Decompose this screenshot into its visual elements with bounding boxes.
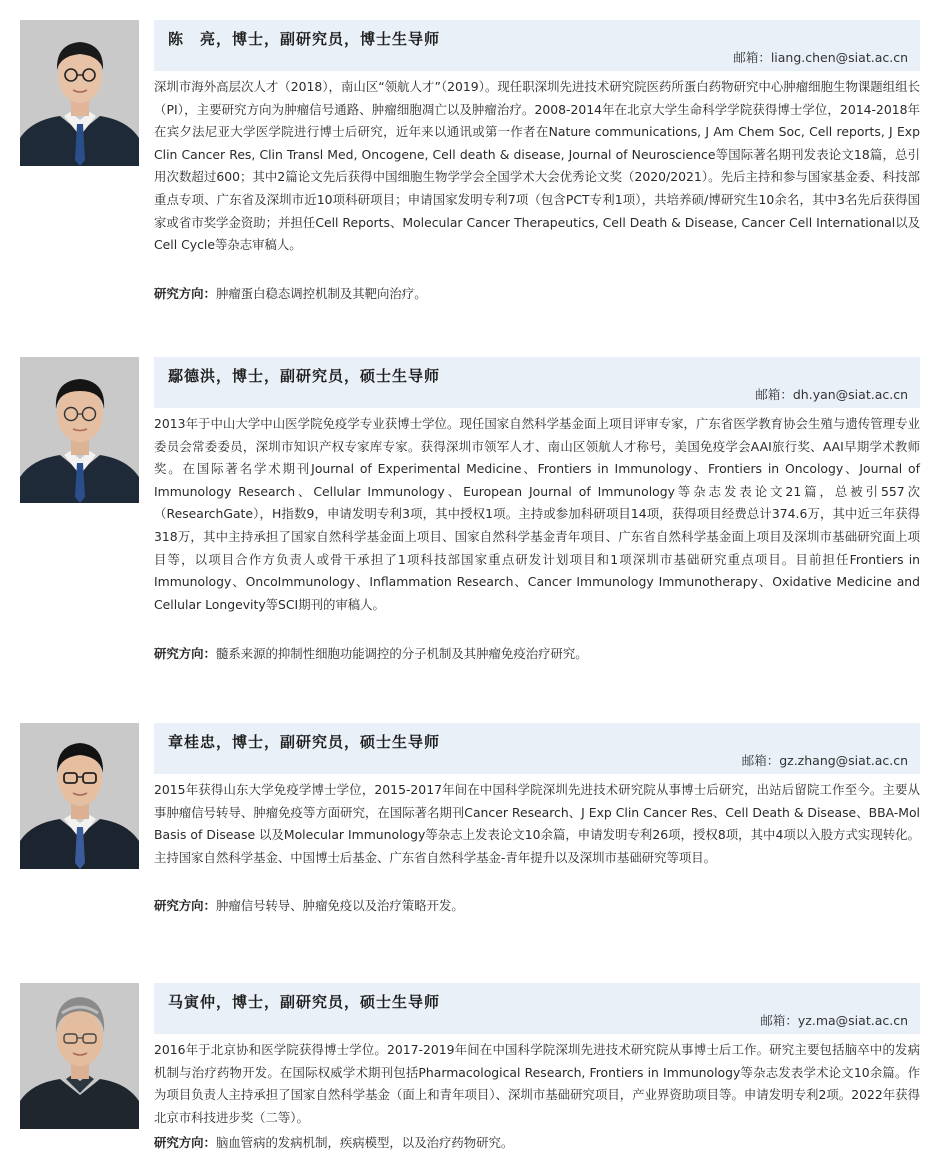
profile-card-1 (0, 20, 940, 310)
profile-card-3 (0, 723, 940, 923)
profile-header (154, 723, 920, 774)
research-direction (154, 1133, 920, 1153)
email-label: 邮箱： (741, 753, 780, 768)
research-direction-label: 研究方向： (154, 646, 216, 661)
profile-bio: 深圳市海外高层次人才（2018），南山区“领航人才”（2019）。现任职深圳先进技术研究院医药所蛋白药物研究中心肿瘤细胞生物课题组组长（PI），主要研究方向为肿瘤信号通路、肿瘤细胞凋亡以及肿瘤治疗。2008-2014年在北京大学生命科学学院获得博士学位，2014-2018年在宾夕法尼亚大学医学院进行博士后研究，近年来以通讯或第一作者在Nature communications, J Am Chem Soc, Cell reports, J Exp Clin Cancer Res, Clin Transl Med, Oncogene, Cell death & disease, Journal of Neuroscience等国际著名期刊发表论文18篇，总引用次数超过600；其中2篇论文先后获得中国细胞生物学学会全国学术大会优秀论文奖（2020/2021）。先后主持和参与国家基金委、科技部重点专项、广东省及深圳市近10项科研项目；申请国家发明专利7项（包含PCT专利1项），共培养硕/博研究生10余名，其中3名先后获得国家或省市奖学金资助；并担任Cell Reports、Molecular Cancer Therapeutics, Cell Death & Disease, Cancer Cell International以及Cell Cycle等杂志审稿人。 (154, 79, 920, 253)
research-direction-text: 脑血管病的发病机制，疾病模型，以及治疗药物研究。 (215, 1135, 514, 1150)
email-label: 邮箱： (760, 1013, 798, 1028)
profile-name: 鄢德洪，博士，副研究员，硕士生导师 (168, 367, 441, 385)
email-label: 邮箱： (733, 50, 771, 65)
research-direction-label: 研究方向： (154, 1135, 216, 1150)
profile-bio: 2013年于中山大学中山医学院免疫学专业获博士学位。现任国家自然科学基金面上项目评审专家，广东省医学教育协会生殖与遗传管理专业委员会常委委员，深圳市知识产权专家库专家。获得深圳市领军人才、南山区领航人才称号，美国免疫学会AAI旅行奖、AAI早期学术教师奖。在国际著名学术期刊Journal of Experimental Medicine、Frontiers in Immunology、Frontiers in Oncology、Journal of Immunology Research、Cellular Immunology、European Journal of Immunology等杂志发表论文21篇，总被引557次（ResearchGate），H指数9，申请发明专利3项，其中授权1项。主持或参加科研项目14项，获得项目经费总计374.6万，其中近三年获得318万，其中主持承担了国家自然科学基金面上项目、国家自然科学基金青年项目、广东省自然科学基金面上项目及深圳市基础研究面上项目等，以项目合作方负责人或骨干承担了1项科技部国家重点研发计划项目和1项深圳市基础研究重点项目。目前担任Frontiers in Immunology、OncoImmunology、Inflammation Research、Cancer Immunology Immunotherapy、Oxidative Medicine and Cellular Longevity等SCI期刊的审稿人。 (154, 416, 920, 612)
profile-name: 陈 亮，博士，副研究员，博士生导师 (168, 30, 441, 48)
profile-card-4 (0, 983, 940, 1163)
profile-bio: 2015年获得山东大学免疫学博士学位，2015-2017年间在中国科学院深圳先进技术研究院从事博士后研究，出站后留院工作至今。主要从事肿瘤信号转导、肿瘤免疫等方面研究，在国际著名期刊Cancer Research、J Exp Clin Cancer Res、Cell Death & Disease、BBA-Mol Basis of Disease 以及Molecular Immunology等杂志上发表论文10余篇，申请发明专利26项，授权8项，其中4项以入股方式实现转化。主持国家自然科学基金、中国博士后基金、广东省自然科学基金-青年提升以及深圳市基础研究等项目。 (154, 782, 920, 865)
research-direction-label: 研究方向： (154, 898, 216, 913)
profile-header (154, 357, 920, 408)
portrait-photo (20, 723, 139, 869)
portrait-photo (20, 357, 139, 503)
profile-email[interactable] (733, 48, 908, 66)
profile-bio: 2016年于北京协和医学院获得博士学位。2017-2019年间在中国科学院深圳先进技术研究院从事博士后工作。研究主要包括脑卒中的发病机制与治疗药物开发。在国际权威学术期刊包括Pharmacological Research, Frontiers in Immunology等杂志发表学术论文10余篇。作为项目负责人主持承担了国家自然科学基金（面上和青年项目）、深圳市基础研究项目，产业界资助项目等。申请发明专利2项。2022年获得北京市科技进步奖（二等）。 (154, 1042, 920, 1125)
profile-email[interactable] (742, 751, 908, 769)
profile-header (154, 983, 920, 1034)
profile-header (154, 20, 920, 71)
email-address[interactable]: gz.zhang@siat.ac.cn (779, 753, 908, 768)
email-label: 邮箱： (755, 387, 793, 402)
research-direction-label: 研究方向： (154, 286, 216, 301)
profile-card-2 (0, 357, 940, 667)
email-address[interactable]: liang.chen@siat.ac.cn (770, 50, 908, 65)
profile-email[interactable] (760, 1011, 908, 1029)
research-direction (154, 896, 920, 916)
email-address[interactable]: yz.ma@siat.ac.cn (797, 1013, 908, 1028)
research-direction (154, 284, 920, 304)
research-direction-text: 肿瘤蛋白稳态调控机制及其靶向治疗。 (215, 286, 427, 301)
portrait-photo (20, 983, 139, 1129)
research-direction-text: 髓系来源的抑制性细胞功能调控的分子机制及其肿瘤免疫治疗研究。 (215, 646, 588, 661)
profile-name: 章桂忠，博士，副研究员，硕士生导师 (168, 733, 441, 751)
research-direction (154, 644, 920, 664)
profile-name: 马寅仲，博士，副研究员，硕士生导师 (168, 993, 441, 1011)
portrait-photo (20, 20, 139, 166)
research-direction-text: 肿瘤信号转导、肿瘤免疫以及治疗策略开发。 (215, 898, 464, 913)
profile-email[interactable] (755, 385, 908, 403)
email-address[interactable]: dh.yan@siat.ac.cn (792, 387, 908, 402)
